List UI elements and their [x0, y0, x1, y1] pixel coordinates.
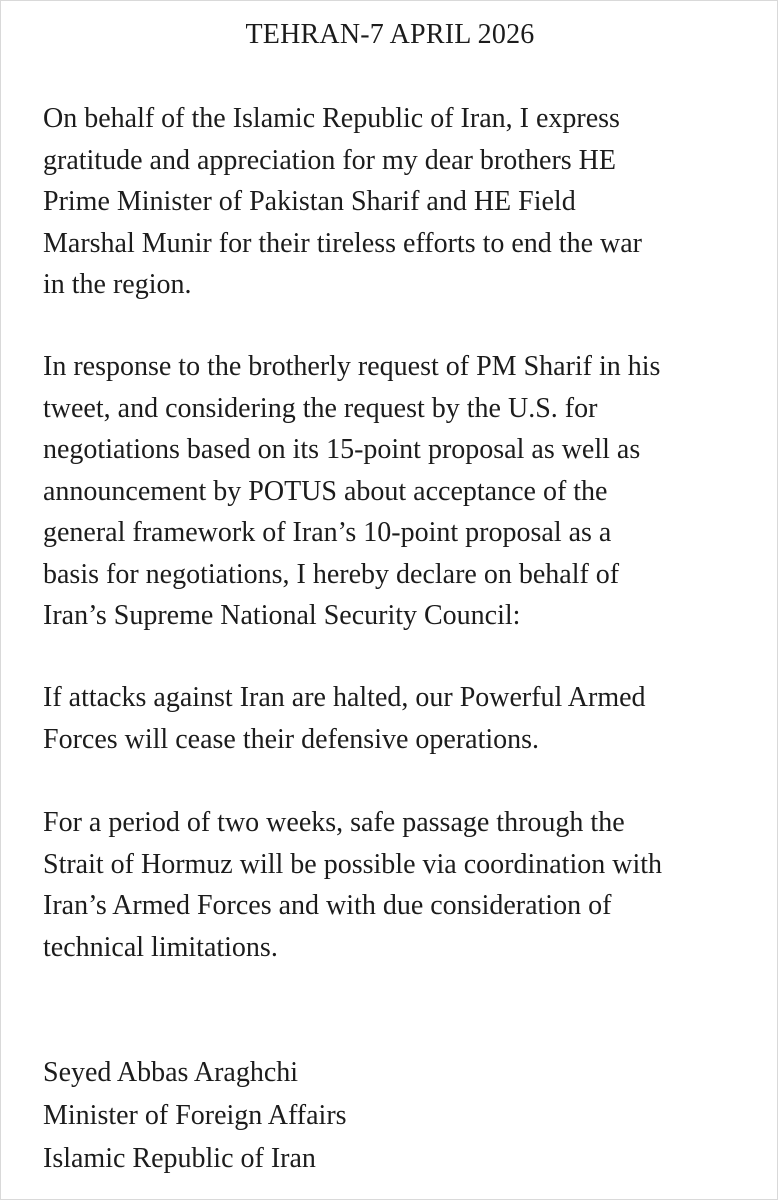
paragraph-line: In response to the brotherly request of PM Sharif in his: [43, 351, 661, 382]
paragraph-line: gratitude and appreciation for my dear brothers HE: [43, 144, 617, 176]
paragraph-line: announcement by POTUS about acceptance of the: [43, 475, 608, 507]
signature-name: Seyed Abbas Araghchi: [43, 1057, 299, 1088]
paragraph-line: tweet, and considering the request by the U.S. for: [43, 392, 598, 424]
paragraph-line: basis for negotiations, I hereby declare on behalf of: [43, 558, 620, 590]
paragraph-line: Prime Minister of Pakistan Sharif and HE Field: [43, 186, 576, 217]
paragraph-line: Forces will cease their defensive operations.: [43, 723, 540, 755]
signature-block: [43, 1051, 753, 1180]
paragraph-line: in the region.: [43, 269, 192, 300]
paragraph-line: technical limitations.: [43, 931, 278, 963]
paragraph-ceasefire: [43, 677, 753, 760]
paragraph-line: On behalf of the Islamic Republic of Iran, I express: [43, 103, 620, 134]
paragraph-line: negotiations based on its 15-point proposal as well as: [43, 434, 641, 465]
paragraph-declaration: [43, 346, 753, 637]
signature-country: Islamic Republic of Iran: [43, 1143, 316, 1174]
paragraph-line: Iran’s Armed Forces and with due consideration of: [43, 890, 612, 921]
paragraph-line: For a period of two weeks, safe passage through the: [43, 807, 625, 838]
signature-title: Minister of Foreign Affairs: [43, 1100, 347, 1131]
paragraph-line: general framework of Iran’s 10-point proposal as a: [43, 517, 612, 548]
paragraph-line: Marshal Munir for their tireless efforts to end the war: [43, 227, 642, 259]
dateline: TEHRAN-7 APRIL 2026: [245, 19, 535, 50]
paragraph-gratitude: [43, 98, 753, 306]
paragraph-line: If attacks against Iran are halted, our Powerful Armed: [43, 682, 646, 713]
paragraph-line: Strait of Hormuz will be possible via coordination with: [43, 848, 663, 880]
paragraph-strait-of-hormuz: [43, 802, 753, 968]
paragraph-line: Iran’s Supreme National Security Council:: [43, 600, 521, 631]
